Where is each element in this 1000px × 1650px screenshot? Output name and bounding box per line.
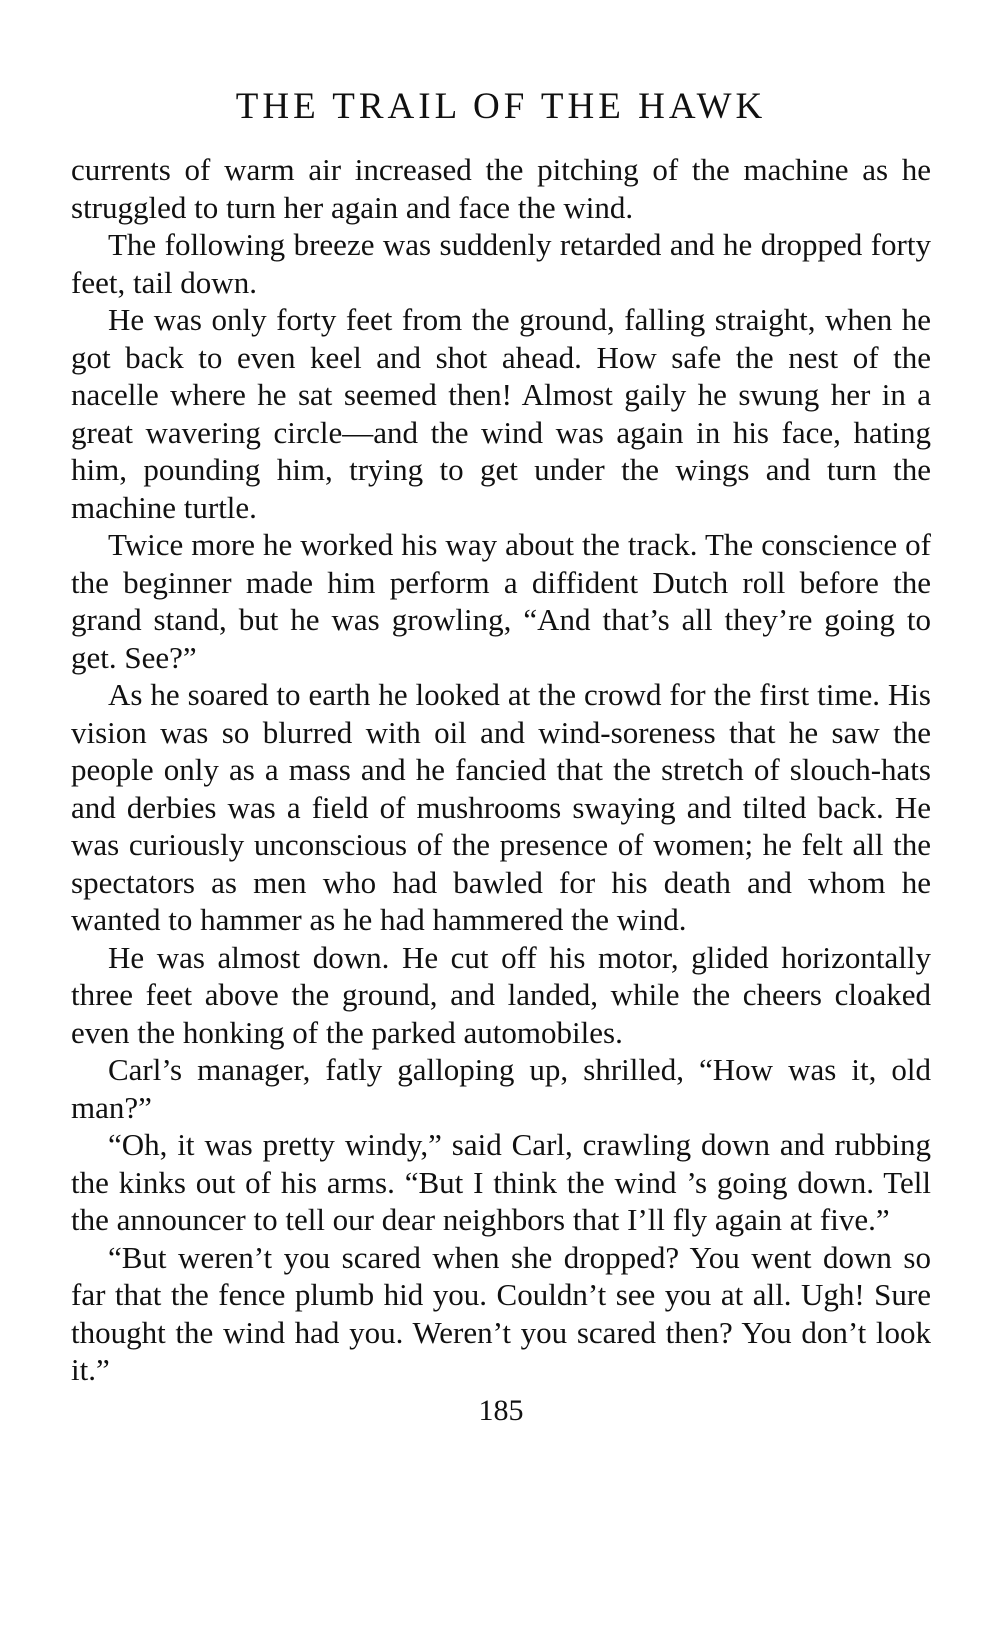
running-head: THE TRAIL OF THE HAWK [235,86,767,127]
paragraph: “Oh, it was pretty windy,” said Carl, crawling down and rubbing the kinks out of his arms. “But I think the wind ’s going down. Tell the announcer to tell our dear neighbors that I’ll fly again at five.” [71,1127,931,1237]
paragraph: He was only forty feet from the ground, falling straight, when he got back to even keel and shot ahead. How safe the nest of the nacelle where he sat seemed then! Almost gaily he swung her in a great wavering circle—and the wind was again in his face, hating him, pounding him, trying to get under the wings and turn the machine turtle. [71,302,931,525]
paragraph: “But weren’t you scared when she dropped? You went down so far that the fence plumb hid you. Couldn’t see you at all. Ugh! Sure thought the wind had you. Weren’t you scared then? You don’t look it.” [71,1239,931,1387]
paragraph: He was almost down. He cut off his motor, glided horizontally three feet above the ground, and landed, while the cheers cloaked even the honking of the parked automobiles. [71,939,931,1050]
paragraph: Twice more he worked his way about the track. The conscience of the beginner made him perform a diffident Dutch roll before the grand stand, but he was growling, “And that’s all they’re going to get. See?” [71,527,931,675]
body-text [71,151,931,1389]
page-number: 185 [478,1393,524,1427]
paragraph: Carl’s manager, fatly galloping up, shrilled, “How was it, old man?” [71,1052,931,1125]
book-page [71,85,931,1429]
paragraph: currents of warm air increased the pitching of the machine as he struggled to turn her again and face the wind. [71,152,931,225]
paragraph: As he soared to earth he looked at the crowd for the first time. His vision was so blurred with oil and wind-soreness that he saw the people only as a mass and he fancied that the stretch of slouch-hats and derbies was a field of mushrooms swaying and tilted back. He was curiously unconscious of the presence of women; he felt all the spectators as men who had bawled for his death and whom he wanted to hammer as he had hammered the wind. [71,677,931,937]
paragraph: The following breeze was suddenly retarded and he dropped forty feet, tail down. [71,227,931,300]
